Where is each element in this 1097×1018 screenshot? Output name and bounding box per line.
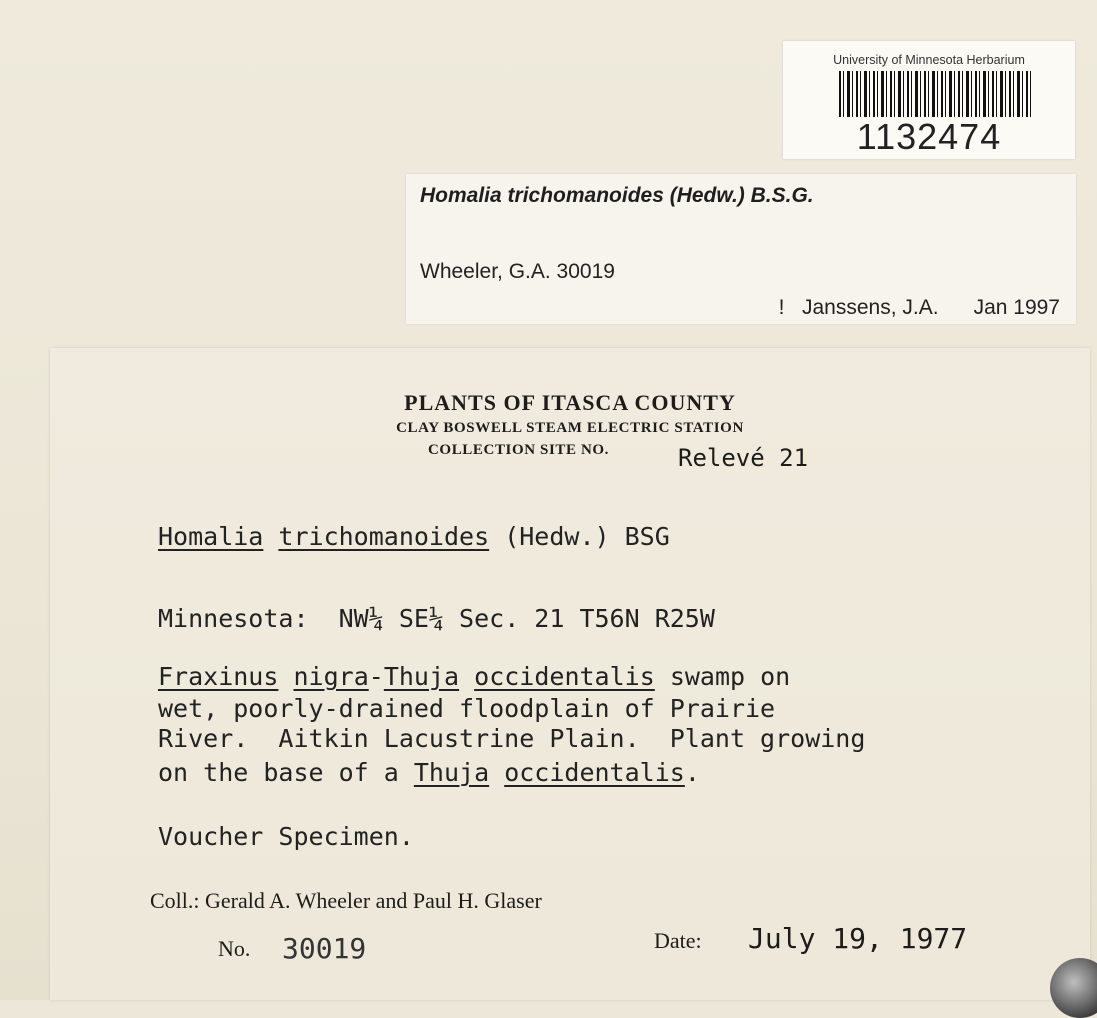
determination-line	[779, 296, 1060, 320]
determination-collector: Wheeler, G.A. 30019	[420, 260, 615, 283]
habitat-genus-1: Fraxinus	[158, 662, 279, 691]
label-header-title: PLANTS OF ITASCA COUNTY	[404, 390, 736, 415]
habitat-species-1: nigra	[293, 662, 369, 691]
determination-taxon: Homalia trichomanoides (Hedw.) B.S.G.	[420, 184, 814, 207]
habitat-line-4	[158, 758, 700, 787]
habitat-line-1	[158, 662, 790, 691]
barcode-number: 1132474	[856, 116, 1002, 157]
number-label: No.	[218, 936, 251, 961]
location-detail: NW¼ SE¼ Sec. 21 T56N R25W	[338, 604, 715, 633]
collectors: Coll.: Gerald A. Wheeler and Paul H. Glaser	[150, 888, 542, 913]
label-header-subtitle: CLAY BOSWELL STEAM ELECTRIC STATION	[396, 420, 744, 436]
habitat-genus-2: Thuja	[383, 662, 460, 691]
habitat-line-2: wet, poorly-drained floodplain of Prairie	[158, 694, 776, 723]
habitat-line-1-rest: swamp on	[654, 662, 791, 691]
habitat-species-2: occidentalis	[474, 662, 655, 691]
habitat-line-3: River. Aitkin Lacustrine Plain. Plant growing	[158, 724, 866, 753]
taxon-genus: Homalia	[158, 522, 264, 551]
taxon-line	[158, 522, 670, 551]
collection-site-value: Relevé 21	[678, 444, 809, 472]
barcode-label	[783, 41, 1075, 159]
determination-date: Jan 1997	[973, 296, 1060, 319]
specimen-label	[50, 348, 1090, 1000]
collection-number: 30019	[282, 932, 367, 965]
habitat-genus-3: Thuja	[413, 758, 490, 787]
determination-label	[406, 174, 1076, 324]
herbarium-name: University of Minnesota Herbarium	[833, 53, 1025, 67]
location-state: Minnesota:	[158, 604, 309, 633]
habitat-species-3: occidentalis	[504, 758, 685, 787]
date-label: Date:	[654, 928, 702, 953]
collection-date: July 19, 1977	[748, 922, 968, 955]
taxon-author: (Hedw.) BSG	[504, 522, 670, 551]
voucher-text: Voucher Specimen.	[158, 822, 414, 851]
collection-site-label: COLLECTION SITE NO.	[428, 442, 610, 458]
habitat-line-4-start: on the base of a	[158, 758, 414, 787]
taxon-species: trichomanoides	[278, 522, 490, 551]
location-line	[158, 604, 715, 633]
habitat-line-4-end: .	[684, 758, 700, 787]
pin-icon	[1050, 958, 1097, 1018]
confirmation-mark: !	[778, 296, 785, 319]
barcode-icon	[839, 71, 1033, 117]
habitat-dash: -	[368, 662, 384, 691]
determiner: Janssens, J.A.	[802, 296, 939, 319]
